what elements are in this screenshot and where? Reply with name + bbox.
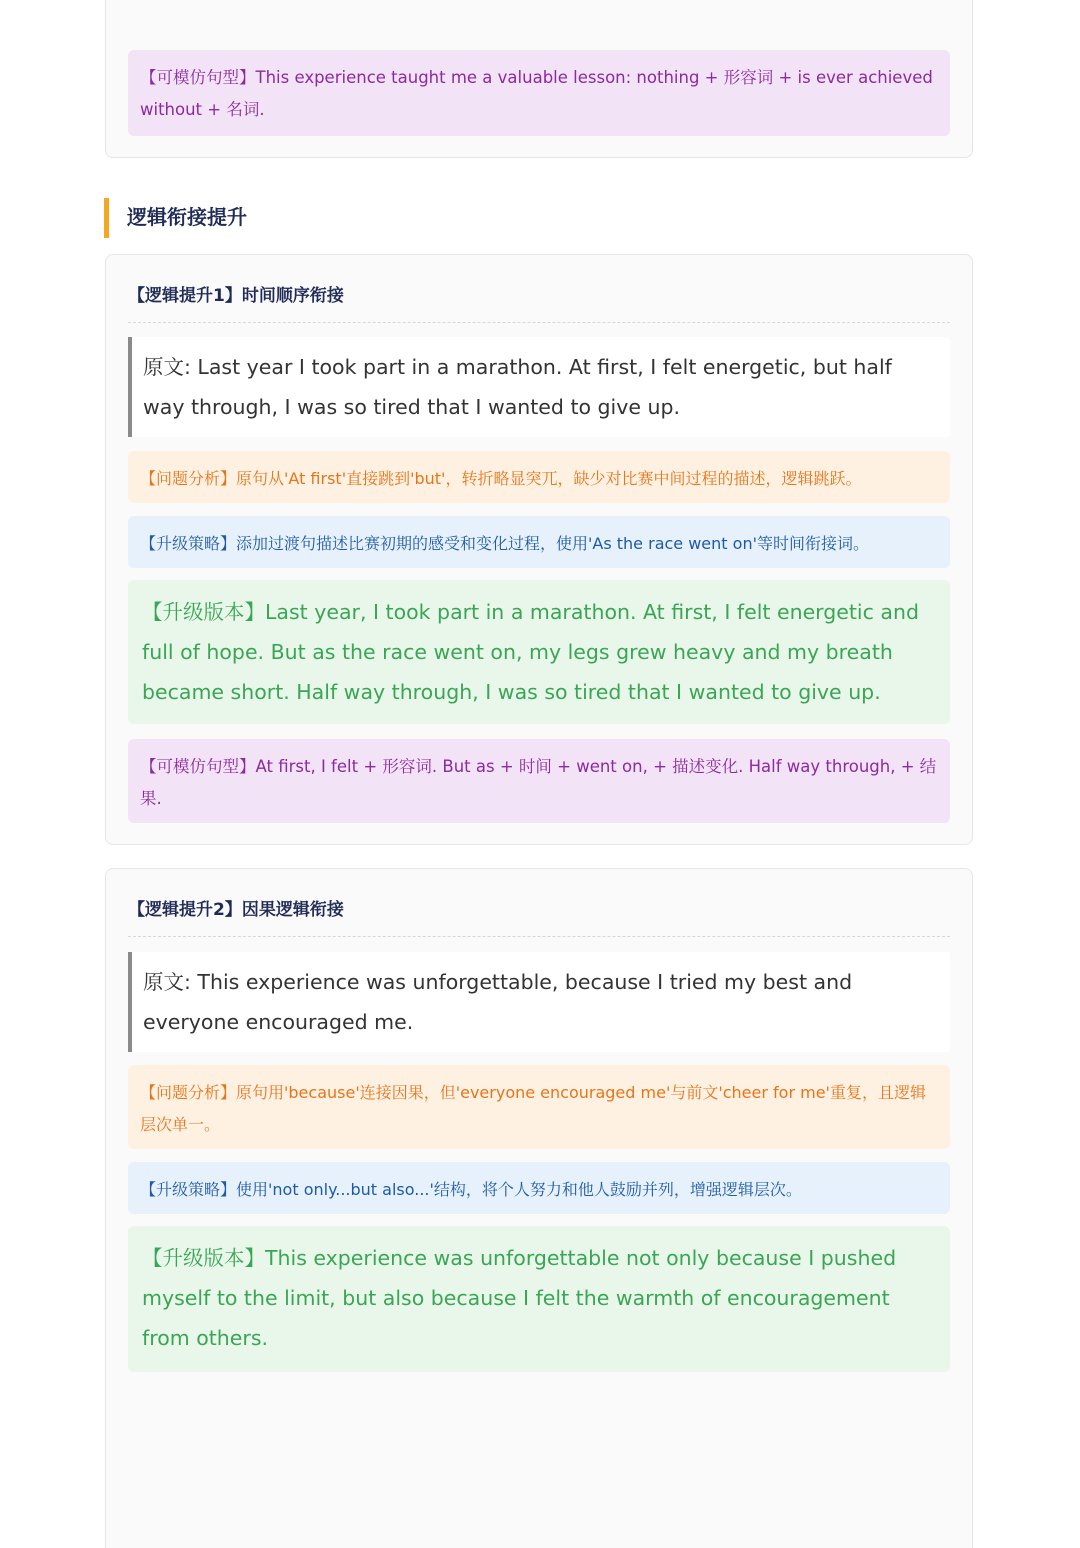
original-text: 原文: Last year I took part in a marathon. At first, I felt energetic, but half way through, I was so tired that I wanted to give up. — [143, 355, 892, 419]
upgraded-version-text: 【升级版本】This experience was unforgettable not only because I pushed myself to the limit, but also because I felt the warmth of encouragement from others. — [142, 1246, 897, 1350]
divider — [128, 322, 950, 323]
upgrade-strategy-text: 【升级策略】添加过渡句描述比赛初期的感受和变化过程，使用'As the race went on'等时间衔接词。 — [140, 534, 869, 553]
imitate-pattern-box — [128, 739, 950, 823]
original-text-box — [128, 337, 950, 437]
upgraded-version-box — [128, 1226, 950, 1372]
imitate-pattern-box — [128, 50, 950, 136]
upgrade-strategy-text: 【升级策略】使用'not only...but also...'结构，将个人努力和他人鼓励并列，增强逻辑层次。 — [140, 1180, 802, 1199]
logic-card-2 — [105, 868, 973, 1548]
original-text-box — [128, 952, 950, 1052]
card-title: 【逻辑提升1】时间顺序衔接 — [128, 286, 344, 306]
problem-analysis-text: 【问题分析】原句用'because'连接因果，但'everyone encouraged me'与前文'cheer for me'重复，且逻辑层次单一。 — [140, 1083, 926, 1134]
divider — [128, 936, 950, 937]
upgraded-version-text: 【升级版本】Last year, I took part in a marathon. At first, I felt energetic and full of hope. But as the race went on, my legs grew heavy and my breath became short. Half way through, I was so tired that I wanted to give up. — [142, 600, 919, 704]
upgrade-strategy-box — [128, 516, 950, 568]
logic-card-1 — [105, 254, 973, 845]
imitate-pattern-text: 【可模仿句型】At first, I felt + 形容词. But as + 时间 + went on, + 描述变化. Half way through, + 结果. — [140, 757, 937, 808]
problem-analysis-box — [128, 451, 950, 503]
original-text: 原文: This experience was unforgettable, because I tried my best and everyone encouraged me. — [143, 970, 853, 1034]
problem-analysis-text: 【问题分析】原句从'At first'直接跳到'but'，转折略显突兀，缺少对比赛中间过程的描述，逻辑跳跃。 — [140, 469, 862, 488]
imitate-pattern-text: 【可模仿句型】This experience taught me a valuable lesson: nothing + 形容词 + is ever achieved without + 名词. — [140, 68, 933, 119]
upgrade-strategy-box — [128, 1162, 950, 1214]
section-title: 逻辑衔接提升 — [104, 198, 247, 238]
problem-analysis-box — [128, 1065, 950, 1149]
upgraded-version-box — [128, 580, 950, 724]
previous-card — [105, 0, 973, 158]
card-title: 【逻辑提升2】因果逻辑衔接 — [128, 900, 344, 920]
